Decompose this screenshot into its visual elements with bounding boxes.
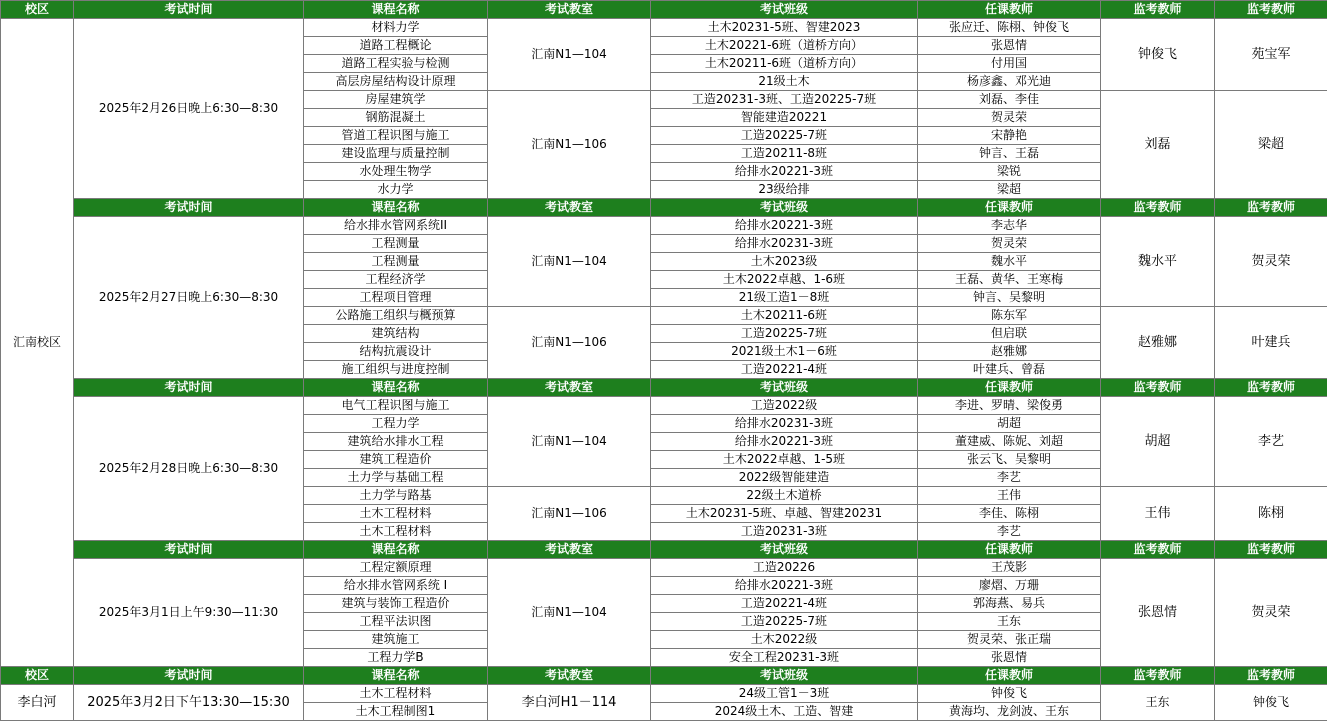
- column-header: 考试时间: [74, 379, 304, 397]
- course-cell: 给水排水管网系统 I: [304, 577, 488, 595]
- column-header: 考试教室: [488, 667, 651, 685]
- room-cell: 汇南N1—106: [488, 307, 651, 379]
- table-row: [1, 685, 1327, 703]
- course-cell: 建筑给水排水工程: [304, 433, 488, 451]
- column-header: 监考教师: [1215, 667, 1327, 685]
- class-cell: 工造2022级: [651, 397, 918, 415]
- column-header: 监考教师: [1215, 199, 1327, 217]
- teacher-cell: 王伟: [918, 487, 1101, 505]
- room-cell: 汇南N1—104: [488, 397, 651, 487]
- course-cell: 工程经济学: [304, 271, 488, 289]
- class-cell: 工造20231-3班、工造20225-7班: [651, 91, 918, 109]
- column-header: 任课教师: [918, 379, 1101, 397]
- column-header: 监考教师: [1101, 541, 1215, 559]
- course-cell: 建筑结构: [304, 325, 488, 343]
- column-header: 考试教室: [488, 541, 651, 559]
- class-cell: 工造20225-7班: [651, 613, 918, 631]
- teacher-cell: 张恩情: [918, 37, 1101, 55]
- room-cell: 汇南N1—106: [488, 91, 651, 199]
- header-row: [1, 541, 1327, 559]
- class-cell: 2022级智能建造: [651, 469, 918, 487]
- column-header: 考试班级: [651, 667, 918, 685]
- column-header: 监考教师: [1215, 541, 1327, 559]
- class-cell: 给排水20231-3班: [651, 415, 918, 433]
- invigilator-cell: 陈栩: [1215, 487, 1327, 541]
- invigilator-cell: 钟俊飞: [1215, 685, 1327, 721]
- table-row: [1, 217, 1327, 235]
- course-cell: 工程测量: [304, 235, 488, 253]
- teacher-cell: 董建威、陈妮、刘超: [918, 433, 1101, 451]
- class-cell: 22级土木道桥: [651, 487, 918, 505]
- campus-cell: 李白河: [1, 685, 74, 721]
- teacher-cell: 黄海均、龙剑波、王东: [918, 703, 1101, 721]
- course-cell: 公路施工组织与概预算: [304, 307, 488, 325]
- column-header: 任课教师: [918, 1, 1101, 19]
- invigilator-cell: 叶建兵: [1215, 307, 1327, 379]
- class-cell: 21级工造1－8班: [651, 289, 918, 307]
- course-cell: 管道工程识图与施工: [304, 127, 488, 145]
- course-cell: 水处理生物学: [304, 163, 488, 181]
- invigilator-cell: 苑宝军: [1215, 19, 1327, 91]
- column-header: 监考教师: [1101, 199, 1215, 217]
- class-cell: 土木2022级: [651, 631, 918, 649]
- column-header: 课程名称: [304, 379, 488, 397]
- column-header: 考试时间: [74, 1, 304, 19]
- exam-time-cell: 2025年2月26日晚上6:30—8:30: [74, 19, 304, 199]
- room-cell: 李白河H1－114: [488, 685, 651, 721]
- teacher-cell: 叶建兵、曾磊: [918, 361, 1101, 379]
- course-cell: 土木工程制图1: [304, 703, 488, 721]
- invigilator-cell: 李艺: [1215, 397, 1327, 487]
- teacher-cell: 李志华: [918, 217, 1101, 235]
- campus-cell: 汇南校区: [1, 19, 74, 667]
- course-cell: 建筑施工: [304, 631, 488, 649]
- room-cell: 汇南N1—104: [488, 217, 651, 307]
- class-cell: 给排水20221-3班: [651, 217, 918, 235]
- invigilator-cell: 贺灵荣: [1215, 559, 1327, 667]
- class-cell: 工造20221-4班: [651, 361, 918, 379]
- teacher-cell: 张云飞、吴黎明: [918, 451, 1101, 469]
- course-cell: 电气工程识图与施工: [304, 397, 488, 415]
- course-cell: 工程定额原理: [304, 559, 488, 577]
- course-cell: 建筑与装饰工程造价: [304, 595, 488, 613]
- invigilator-cell: 梁超: [1215, 91, 1327, 199]
- course-cell: 高层房屋结构设计原理: [304, 73, 488, 91]
- course-cell: 土木工程材料: [304, 505, 488, 523]
- class-cell: 2021级土木1－6班: [651, 343, 918, 361]
- course-cell: 道路工程概论: [304, 37, 488, 55]
- column-header: 课程名称: [304, 1, 488, 19]
- teacher-cell: 但启联: [918, 325, 1101, 343]
- course-cell: 施工组织与进度控制: [304, 361, 488, 379]
- course-cell: 房屋建筑学: [304, 91, 488, 109]
- column-header: 校区: [1, 1, 74, 19]
- column-header: 考试班级: [651, 1, 918, 19]
- invigilator-cell: 张恩情: [1101, 559, 1215, 667]
- class-cell: 智能建造20221: [651, 109, 918, 127]
- column-header: 考试班级: [651, 199, 918, 217]
- course-cell: 工程力学: [304, 415, 488, 433]
- header-row: [1, 379, 1327, 397]
- class-cell: 安全工程20231-3班: [651, 649, 918, 667]
- teacher-cell: 陈东军: [918, 307, 1101, 325]
- invigilator-cell: 刘磊: [1101, 91, 1215, 199]
- teacher-cell: 梁超: [918, 181, 1101, 199]
- course-cell: 给水排水管网系统II: [304, 217, 488, 235]
- column-header: 考试教室: [488, 379, 651, 397]
- teacher-cell: 李艺: [918, 469, 1101, 487]
- course-cell: 土木工程材料: [304, 523, 488, 541]
- teacher-cell: 钟俊飞: [918, 685, 1101, 703]
- teacher-cell: 李进、罗晴、梁俊勇: [918, 397, 1101, 415]
- exam-time-cell: 2025年3月1日上午9:30—11:30: [74, 559, 304, 667]
- teacher-cell: 刘磊、李佳: [918, 91, 1101, 109]
- invigilator-cell: 胡超: [1101, 397, 1215, 487]
- course-cell: 土力学与路基: [304, 487, 488, 505]
- column-header: 监考教师: [1101, 667, 1215, 685]
- class-cell: 2024级土木、工造、智建: [651, 703, 918, 721]
- room-cell: 汇南N1—104: [488, 19, 651, 91]
- column-header: 课程名称: [304, 199, 488, 217]
- teacher-cell: 王茂影: [918, 559, 1101, 577]
- exam-time-cell: 2025年2月27日晚上6:30—8:30: [74, 217, 304, 379]
- class-cell: 工造20226: [651, 559, 918, 577]
- class-cell: 给排水20221-3班: [651, 433, 918, 451]
- table-row: [1, 19, 1327, 37]
- teacher-cell: 李艺: [918, 523, 1101, 541]
- teacher-cell: 付用国: [918, 55, 1101, 73]
- teacher-cell: 王磊、黄华、王寒梅: [918, 271, 1101, 289]
- column-header: 考试教室: [488, 1, 651, 19]
- class-cell: 21级土木: [651, 73, 918, 91]
- class-cell: 土木20211-6班（道桥方向）: [651, 55, 918, 73]
- course-cell: 材料力学: [304, 19, 488, 37]
- course-cell: 工程测量: [304, 253, 488, 271]
- class-cell: 工造20221-4班: [651, 595, 918, 613]
- table-row: [1, 559, 1327, 577]
- class-cell: 土木2023级: [651, 253, 918, 271]
- course-cell: 土力学与基础工程: [304, 469, 488, 487]
- class-cell: 工造20211-8班: [651, 145, 918, 163]
- class-cell: 土木2022卓越、1-6班: [651, 271, 918, 289]
- class-cell: 土木20211-6班: [651, 307, 918, 325]
- column-header: 考试时间: [74, 667, 304, 685]
- column-header: 考试时间: [74, 199, 304, 217]
- room-cell: 汇南N1—106: [488, 487, 651, 541]
- column-header: 监考教师: [1101, 379, 1215, 397]
- teacher-cell: 张应迁、陈栩、钟俊飞: [918, 19, 1101, 37]
- teacher-cell: 贺灵荣: [918, 235, 1101, 253]
- invigilator-cell: 魏水平: [1101, 217, 1215, 307]
- course-cell: 道路工程实验与检测: [304, 55, 488, 73]
- class-cell: 给排水20221-3班: [651, 577, 918, 595]
- course-cell: 钢筋混凝土: [304, 109, 488, 127]
- class-cell: 23级给排: [651, 181, 918, 199]
- header-row: [1, 1, 1327, 19]
- teacher-cell: 宋静艳: [918, 127, 1101, 145]
- course-cell: 建筑工程造价: [304, 451, 488, 469]
- teacher-cell: 王东: [918, 613, 1101, 631]
- invigilator-cell: 王东: [1101, 685, 1215, 721]
- course-cell: 土木工程材料: [304, 685, 488, 703]
- teacher-cell: 魏水平: [918, 253, 1101, 271]
- course-cell: 建设监理与质量控制: [304, 145, 488, 163]
- teacher-cell: 李佳、陈栩: [918, 505, 1101, 523]
- header-row: [1, 199, 1327, 217]
- class-cell: 土木20231-5班、卓越、智建20231: [651, 505, 918, 523]
- teacher-cell: 贺灵荣、张正瑞: [918, 631, 1101, 649]
- room-cell: 汇南N1—104: [488, 559, 651, 667]
- class-cell: 24级工管1－3班: [651, 685, 918, 703]
- exam-time-cell: 2025年3月2日下午13:30—15:30: [74, 685, 304, 721]
- invigilator-cell: 王伟: [1101, 487, 1215, 541]
- column-header: 考试教室: [488, 199, 651, 217]
- invigilator-cell: 钟俊飞: [1101, 19, 1215, 91]
- column-header: 考试时间: [74, 541, 304, 559]
- column-header: 课程名称: [304, 667, 488, 685]
- class-cell: 工造20231-3班: [651, 523, 918, 541]
- column-header: 任课教师: [918, 667, 1101, 685]
- teacher-cell: 郭海燕、易兵: [918, 595, 1101, 613]
- teacher-cell: 梁锐: [918, 163, 1101, 181]
- column-header: 监考教师: [1215, 379, 1327, 397]
- header-row: [1, 667, 1327, 685]
- class-cell: 土木20231-5班、智建2023: [651, 19, 918, 37]
- column-header: 考试班级: [651, 379, 918, 397]
- class-cell: 工造20225-7班: [651, 325, 918, 343]
- column-header: 课程名称: [304, 541, 488, 559]
- column-header: 监考教师: [1215, 1, 1327, 19]
- course-cell: 工程力学B: [304, 649, 488, 667]
- teacher-cell: 张恩情: [918, 649, 1101, 667]
- table-row: [1, 397, 1327, 415]
- teacher-cell: 贺灵荣: [918, 109, 1101, 127]
- invigilator-cell: 贺灵荣: [1215, 217, 1327, 307]
- class-cell: 工造20225-7班: [651, 127, 918, 145]
- teacher-cell: 胡超: [918, 415, 1101, 433]
- exam-time-cell: 2025年2月28日晚上6:30—8:30: [74, 397, 304, 541]
- teacher-cell: 赵雅娜: [918, 343, 1101, 361]
- teacher-cell: 钟言、吴黎明: [918, 289, 1101, 307]
- column-header: 任课教师: [918, 541, 1101, 559]
- course-cell: 结构抗震设计: [304, 343, 488, 361]
- class-cell: 给排水20231-3班: [651, 235, 918, 253]
- teacher-cell: 杨彦鑫、邓光迪: [918, 73, 1101, 91]
- column-header: 考试班级: [651, 541, 918, 559]
- invigilator-cell: 赵雅娜: [1101, 307, 1215, 379]
- course-cell: 工程平法识图: [304, 613, 488, 631]
- teacher-cell: 钟言、王磊: [918, 145, 1101, 163]
- column-header: 任课教师: [918, 199, 1101, 217]
- class-cell: 土木2022卓越、1-5班: [651, 451, 918, 469]
- course-cell: 水力学: [304, 181, 488, 199]
- column-header: 监考教师: [1101, 1, 1215, 19]
- class-cell: 给排水20221-3班: [651, 163, 918, 181]
- teacher-cell: 廖熠、万珊: [918, 577, 1101, 595]
- column-header: 校区: [1, 667, 74, 685]
- course-cell: 工程项目管理: [304, 289, 488, 307]
- class-cell: 土木20221-6班（道桥方向）: [651, 37, 918, 55]
